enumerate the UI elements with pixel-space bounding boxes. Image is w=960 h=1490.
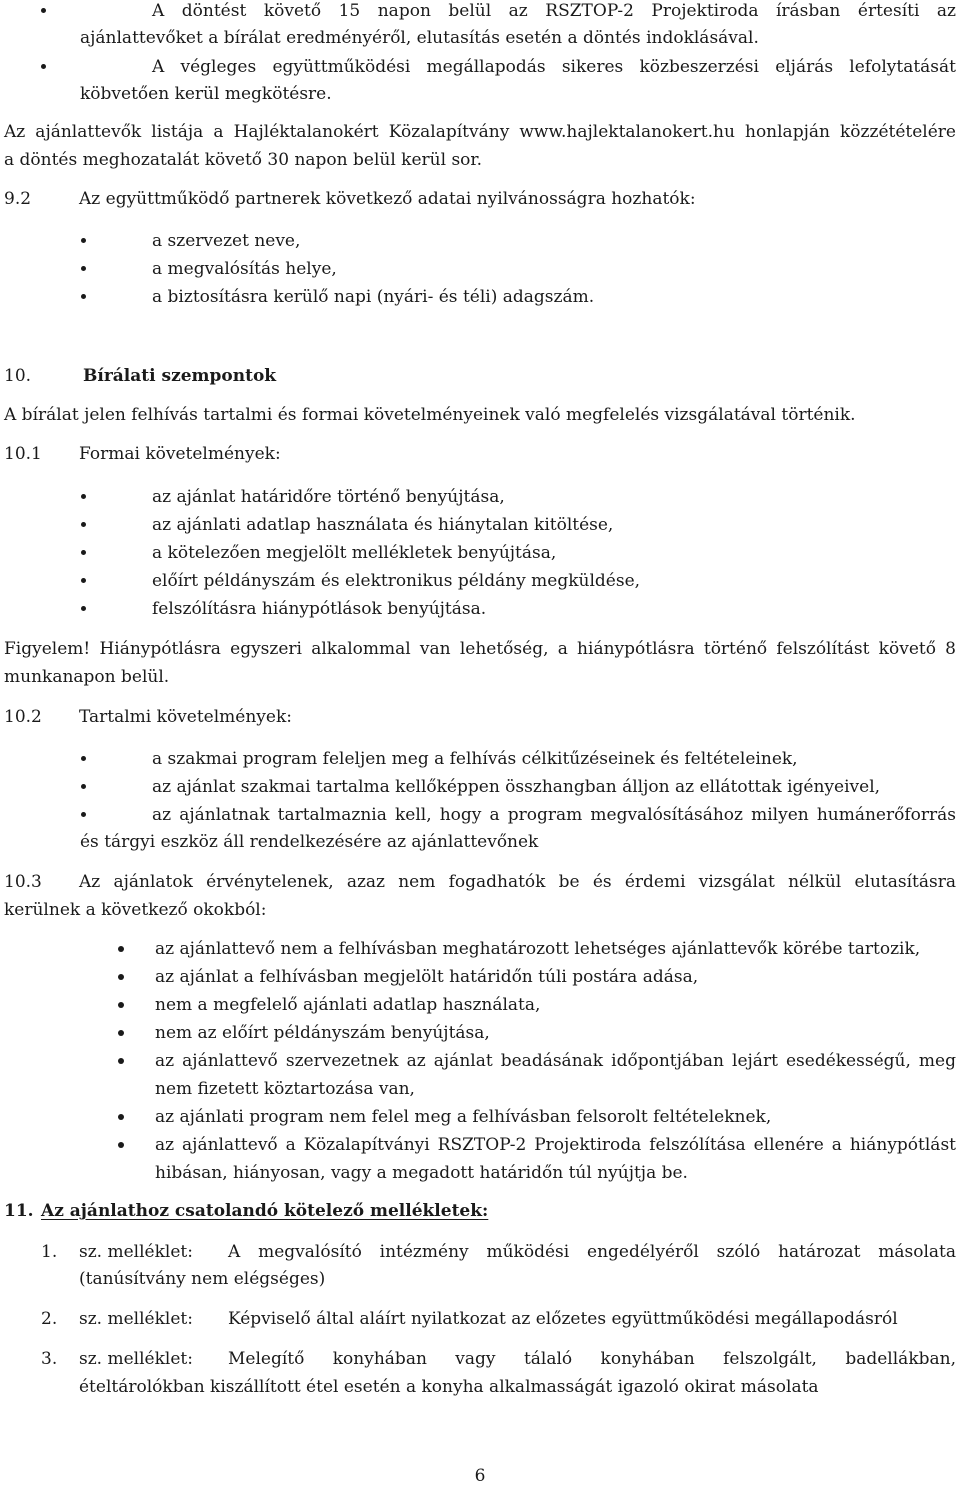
bullet-icon xyxy=(81,294,86,299)
list-item: az ajánlattevő a Közalapítványi RSZTOP-2 Projektiroda felszólítása ellenére a hiánypótlást xyxy=(155,1135,956,1155)
section-text: Az együttműködő partnerek következő adatai nyilvánosságra hozhatók: xyxy=(79,189,696,209)
bullet-icon xyxy=(81,756,86,761)
list-item: felszólításra hiánypótlások benyújtása. xyxy=(152,599,487,619)
bullet-icon xyxy=(118,974,124,980)
list-item: a megvalósítás helye, xyxy=(152,259,337,279)
section-title: Bírálati szempontok xyxy=(83,366,277,386)
note-line: Figyelem! Hiánypótlásra egyszeri alkalommal van lehetőség, a hiánypótlásra történő felszólítást követő 8 xyxy=(4,639,956,659)
bullet-icon xyxy=(81,578,86,583)
list-item: az ajánlatnak tartalmaznia kell, hogy a program megvalósításához milyen humánerőforrás xyxy=(152,805,956,825)
list-item: az ajánlat a felhívásban megjelölt határidőn túli postára adása, xyxy=(155,967,699,987)
annex-label: sz. melléklet: xyxy=(79,1242,193,1262)
list-item: az ajánlati program nem felel meg a felhívásban felsorolt feltételeknek, xyxy=(155,1107,772,1127)
bullet-icon xyxy=(81,812,86,817)
annex-number: 1. xyxy=(41,1242,58,1262)
section-title: Az ajánlathoz csatolandó kötelező mellékletek: xyxy=(41,1201,489,1221)
section-title: Formai követelmények: xyxy=(79,444,281,464)
section-number: 9.2 xyxy=(4,189,32,209)
bullet-icon xyxy=(81,494,86,499)
bullet-icon xyxy=(41,64,46,69)
paragraph-line: köbvetően kerül megkötésre. xyxy=(80,84,332,104)
list-item: az ajánlat határidőre történő benyújtása, xyxy=(152,487,505,507)
bullet-icon xyxy=(118,1030,124,1036)
paragraph-line: kerülnek a következő okokból: xyxy=(4,900,267,920)
paragraph-line: A végleges együttműködési megállapodás sikeres közbeszerzési eljárás lefolytatását xyxy=(152,57,956,77)
annex-label: sz. melléklet: xyxy=(79,1309,193,1329)
bullet-icon xyxy=(81,266,86,271)
annex-text: Melegítő konyhában vagy tálaló konyhában felszolgált, badellákban, xyxy=(228,1349,956,1369)
annex-text: ételtárolókban kiszállított étel esetén a konyha alkalmasságát igazoló okirat másolata xyxy=(79,1377,819,1397)
list-item: a biztosításra kerülő napi (nyári- és téli) adagszám. xyxy=(152,287,595,307)
paragraph-line: A bírálat jelen felhívás tartalmi és formai követelményeinek való megfelelés vizsgálatával történik. xyxy=(4,405,856,425)
annex-text: A megvalósító intézmény működési engedélyéről szóló határozat másolata xyxy=(228,1242,956,1262)
list-item: előírt példányszám és elektronikus példány megküldése, xyxy=(152,571,641,591)
list-item-continued: nem fizetett köztartozása van, xyxy=(155,1079,415,1099)
bullet-icon xyxy=(81,550,86,555)
bullet-icon xyxy=(81,522,86,527)
paragraph-line: A döntést követő 15 napon belül az RSZTOP-2 Projektiroda írásban értesíti az xyxy=(152,1,956,21)
section-title: Tartalmi követelmények: xyxy=(79,707,292,727)
list-item: az ajánlat szakmai tartalma kellőképpen összhangban álljon az ellátottak igényeivel, xyxy=(152,777,881,797)
list-item: a szervezet neve, xyxy=(152,231,301,251)
annex-text: Képviselő által aláírt nyilatkozat az előzetes együttműködési megállapodásról xyxy=(228,1309,898,1329)
list-item: nem a megfelelő ajánlati adatlap használata, xyxy=(155,995,541,1015)
list-item-continued: és tárgyi eszköz áll rendelkezésére az ajánlattevőnek xyxy=(80,832,539,852)
bullet-icon xyxy=(118,1142,124,1148)
annex-number: 2. xyxy=(41,1309,58,1329)
annex-label: sz. melléklet: xyxy=(79,1349,193,1369)
list-item: az ajánlattevő nem a felhívásban meghatározott lehetséges ajánlattevők körébe tartozik, xyxy=(155,939,921,959)
bullet-icon xyxy=(81,606,86,611)
annex-text: (tanúsítvány nem elégséges) xyxy=(79,1269,326,1289)
bullet-icon xyxy=(118,1114,124,1120)
list-item: a szakmai program feleljen meg a felhívás célkitűzéseinek és feltételeinek, xyxy=(152,749,798,769)
list-item: a kötelezően megjelölt mellékletek benyújtása, xyxy=(152,543,557,563)
section-number: 10. xyxy=(4,366,32,386)
list-item: nem az előírt példányszám benyújtása, xyxy=(155,1023,490,1043)
annex-number: 3. xyxy=(41,1349,58,1369)
bullet-icon xyxy=(41,8,46,13)
list-item: az ajánlattevő szervezetnek az ajánlat beadásának időpontjában lejárt esedékességű, meg xyxy=(155,1051,956,1071)
bullet-icon xyxy=(81,784,86,789)
paragraph-line: Az ajánlattevők listája a Hajléktalanokért Közalapítvány www.hajlektalanokert.hu honlapján közzétételére xyxy=(4,122,956,142)
paragraph-line: ajánlattevőket a bírálat eredményéről, elutasítás esetén a döntés indoklásával. xyxy=(80,28,759,48)
list-item-continued: hibásan, hiányosan, vagy a megadott határidőn túl nyújtja be. xyxy=(155,1163,688,1183)
section-number: 11. xyxy=(4,1201,34,1221)
list-item: az ajánlati adatlap használata és hiánytalan kitöltése, xyxy=(152,515,614,535)
section-number: 10.1 xyxy=(4,444,42,464)
page-number: 6 xyxy=(474,1466,486,1486)
bullet-icon xyxy=(118,1058,124,1064)
bullet-icon xyxy=(81,238,86,243)
section-number: 10.3 xyxy=(4,872,42,892)
paragraph-line: a döntés meghozatalát követő 30 napon belül kerül sor. xyxy=(4,150,483,170)
paragraph-line: Az ajánlatok érvénytelenek, azaz nem fogadhatók be és érdemi vizsgálat nélkül elutasításra xyxy=(79,872,956,892)
bullet-icon xyxy=(118,946,124,952)
section-number: 10.2 xyxy=(4,707,42,727)
bullet-icon xyxy=(118,1002,124,1008)
note-line: munkanapon belül. xyxy=(4,667,170,687)
